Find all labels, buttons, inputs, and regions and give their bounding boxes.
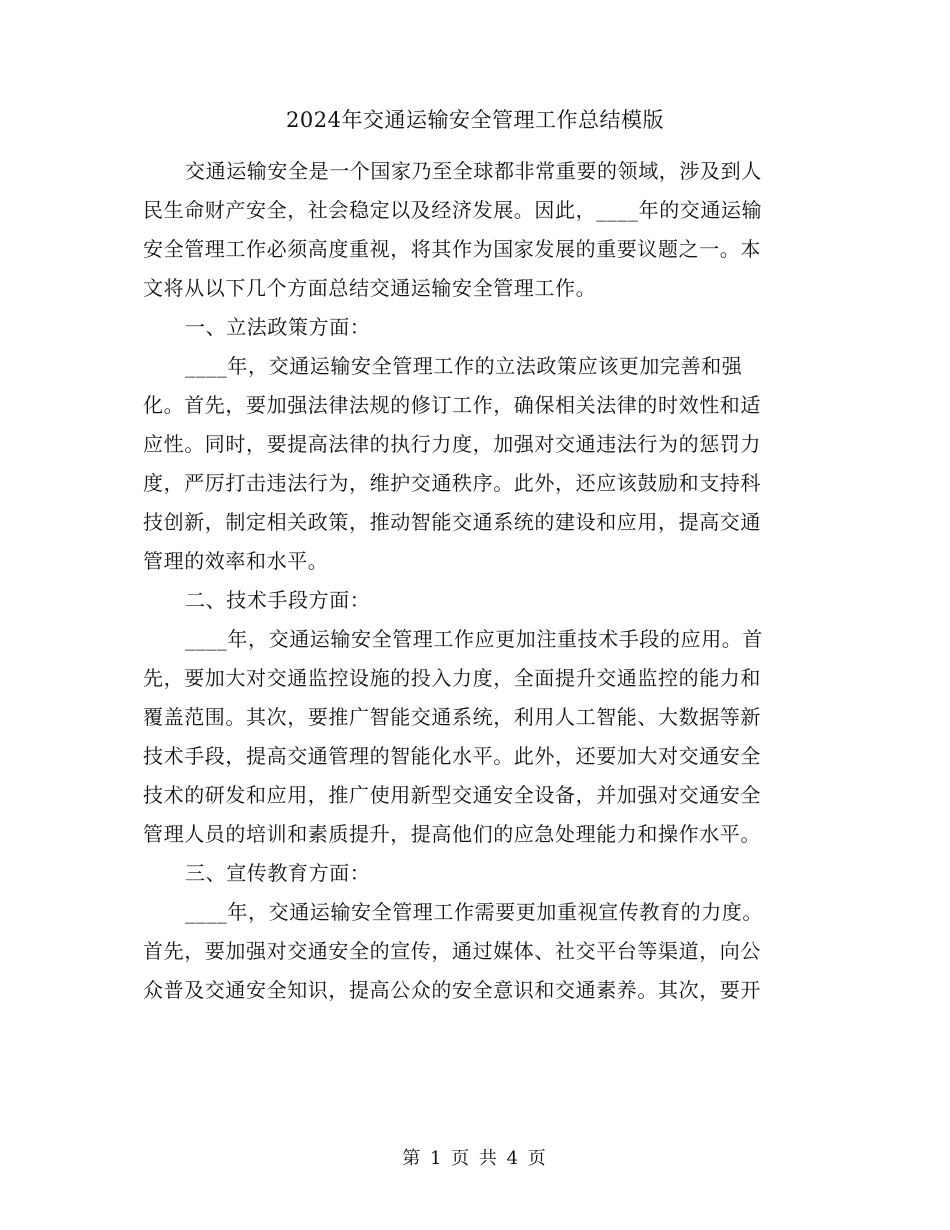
text-line: 管理的效率和水平。: [143, 549, 329, 573]
text-line: 覆盖范围。其次，要推广智能交通系统，利用人工智能、大数据等新: [143, 705, 761, 729]
text-line: 技术的研发和应用，推广使用新型交通安全设备，并加强对交通安全: [143, 783, 761, 807]
document-body: [143, 152, 803, 1010]
text-line: ____年，交通运输安全管理工作应更加注重技术手段的应用。首: [185, 627, 763, 651]
document-title: 2024年交通运输安全管理工作总结模版: [286, 108, 664, 132]
text-line: 管理人员的培训和素质提升，提高他们的应急处理能力和操作水平。: [143, 822, 761, 846]
section-heading: 一、立法政策方面：: [185, 315, 371, 339]
section-heading: 三、宣传教育方面：: [185, 861, 371, 885]
text-line: 先，要加大对交通监控设施的投入力度，全面提升交通监控的能力和: [143, 666, 761, 690]
text-line: ____年，交通运输安全管理工作需要更加重视宣传教育的力度。: [185, 900, 763, 924]
text-line: 众普及交通安全知识，提高公众的安全意识和交通素养。其次，要开: [143, 978, 761, 1002]
text-line: 民生命财产安全，社会稳定以及经济发展。因此，____年的交通运输: [143, 198, 763, 222]
section-heading: 二、技术手段方面：: [185, 588, 371, 612]
text-line: 度，严厉打击违法行为，维护交通秩序。此外，还应该鼓励和支持科: [143, 471, 761, 495]
text-line: 技术手段，提高交通管理的智能化水平。此外，还要加大对交通安全: [143, 744, 761, 768]
text-line: ____年，交通运输安全管理工作的立法政策应该更加完善和强: [185, 354, 743, 378]
page-footer: 第 1 页 共 4 页: [402, 1148, 548, 1169]
text-line: 化。首先，要加强法律法规的修订工作，确保相关法律的时效性和适: [143, 393, 761, 417]
text-line: 技创新，制定相关政策，推动智能交通系统的建设和应用，提高交通: [143, 510, 761, 534]
text-line: 应性。同时，要提高法律的执行力度，加强对交通违法行为的惩罚力: [143, 432, 761, 456]
text-line: 文将从以下几个方面总结交通运输安全管理工作。: [143, 276, 597, 300]
text-line: 安全管理工作必须高度重视，将其作为国家发展的重要议题之一。本: [143, 237, 761, 261]
text-line: 首先，要加强对交通安全的宣传，通过媒体、社交平台等渠道，向公: [143, 939, 761, 963]
text-line: 交通运输安全是一个国家乃至全球都非常重要的领域，涉及到人: [185, 159, 762, 183]
